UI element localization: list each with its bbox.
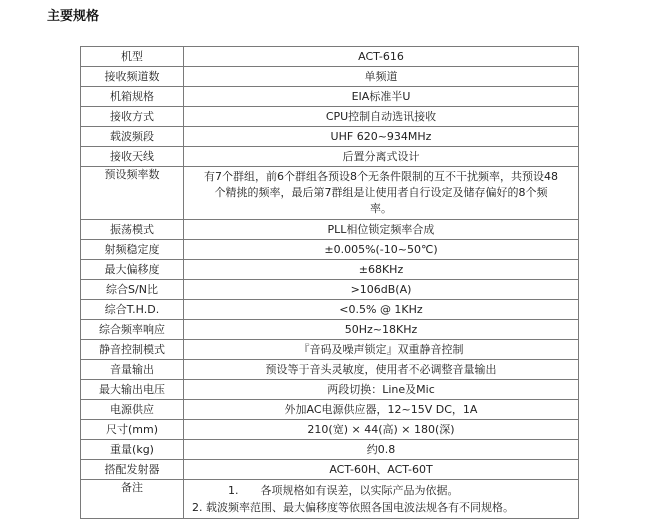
table-row	[81, 67, 579, 87]
row-label: 尺寸(mm)	[81, 420, 184, 440]
row-value: EIA标准半U	[184, 87, 579, 107]
table-row	[81, 280, 579, 300]
preset-line-3: 率。	[370, 202, 392, 215]
row-label: 综合T.H.D.	[81, 300, 184, 320]
row-label: 最大偏移度	[81, 260, 184, 280]
row-value: ±68KHz	[184, 260, 579, 280]
row-value: 预设等于音头灵敏度，使用者不必调整音量输出	[184, 360, 579, 380]
row-value: <0.5% @ 1KHz	[184, 300, 579, 320]
row-label: 机型	[81, 47, 184, 67]
table-row	[81, 260, 579, 280]
row-label: 接收频道数	[81, 67, 184, 87]
row-value: 后置分离式设计	[184, 147, 579, 167]
row-value: 50Hz~18KHz	[184, 320, 579, 340]
remark-line-1: 1. 各项规格如有误差，以实际产品为依据。	[228, 484, 459, 497]
row-value: 『音码及噪声锁定』双重静音控制	[184, 340, 579, 360]
row-value: UHF 620~934MHz	[184, 127, 579, 147]
remarks-label: 备注	[81, 480, 184, 519]
table-row	[81, 320, 579, 340]
table-row	[81, 440, 579, 460]
row-label: 射频稳定度	[81, 240, 184, 260]
row-value: 单频道	[184, 67, 579, 87]
row-label: 机箱规格	[81, 87, 184, 107]
table-row	[81, 300, 579, 320]
table-row	[81, 87, 579, 107]
row-label: 综合频率响应	[81, 320, 184, 340]
row-value: >106dB(A)	[184, 280, 579, 300]
row-value-preset	[184, 167, 579, 220]
row-value: CPU控制自动选讯接收	[184, 107, 579, 127]
row-label: 最大输出电压	[81, 380, 184, 400]
row-label: 载波频段	[81, 127, 184, 147]
row-value: ±0.005%(-10~50℃)	[184, 240, 579, 260]
table-row-remarks	[81, 480, 579, 519]
remarks-value	[184, 480, 579, 519]
row-label: 振荡模式	[81, 220, 184, 240]
row-label: 接收天线	[81, 147, 184, 167]
table-row	[81, 147, 579, 167]
preset-line-2: 个精挑的频率，最后第7群组是让使用者自行设定及储存偏好的8个频	[214, 186, 548, 199]
table-row	[81, 360, 579, 380]
row-label: 预设频率数	[81, 167, 184, 220]
row-value: PLL相位锁定频率合成	[184, 220, 579, 240]
row-value: 约0.8	[184, 440, 579, 460]
table-row	[81, 420, 579, 440]
section-title: 主要规格	[47, 9, 100, 24]
table-row	[81, 380, 579, 400]
row-value: 两段切换：Line及Mic	[184, 380, 579, 400]
row-value: ACT-616	[184, 47, 579, 67]
table-row	[81, 400, 579, 420]
table-row	[81, 240, 579, 260]
preset-line-1: 有7个群组，前6个群组各预设8个无条件限制的互不干扰频率，共预设48	[204, 170, 558, 183]
row-label: 重量(kg)	[81, 440, 184, 460]
row-label: 电源供应	[81, 400, 184, 420]
table-row	[81, 127, 579, 147]
row-label: 静音控制模式	[81, 340, 184, 360]
row-label: 音量输出	[81, 360, 184, 380]
table-row	[81, 47, 579, 67]
row-value: ACT-60H、ACT-60T	[184, 460, 579, 480]
table-row	[81, 340, 579, 360]
spec-table	[80, 46, 579, 519]
row-value: 外加AC电源供应器，12~15V DC，1A	[184, 400, 579, 420]
remark-line-2: 2. 载波频率范围、最大偏移度等依照各国电波法规各有不同规格。	[192, 501, 514, 514]
table-row	[81, 220, 579, 240]
table-row	[81, 107, 579, 127]
row-label: 接收方式	[81, 107, 184, 127]
table-row	[81, 460, 579, 480]
table-row-preset	[81, 167, 579, 220]
row-label: 搭配发射器	[81, 460, 184, 480]
row-value: 210(宽) × 44(高) × 180(深)	[184, 420, 579, 440]
row-label: 综合S/N比	[81, 280, 184, 300]
